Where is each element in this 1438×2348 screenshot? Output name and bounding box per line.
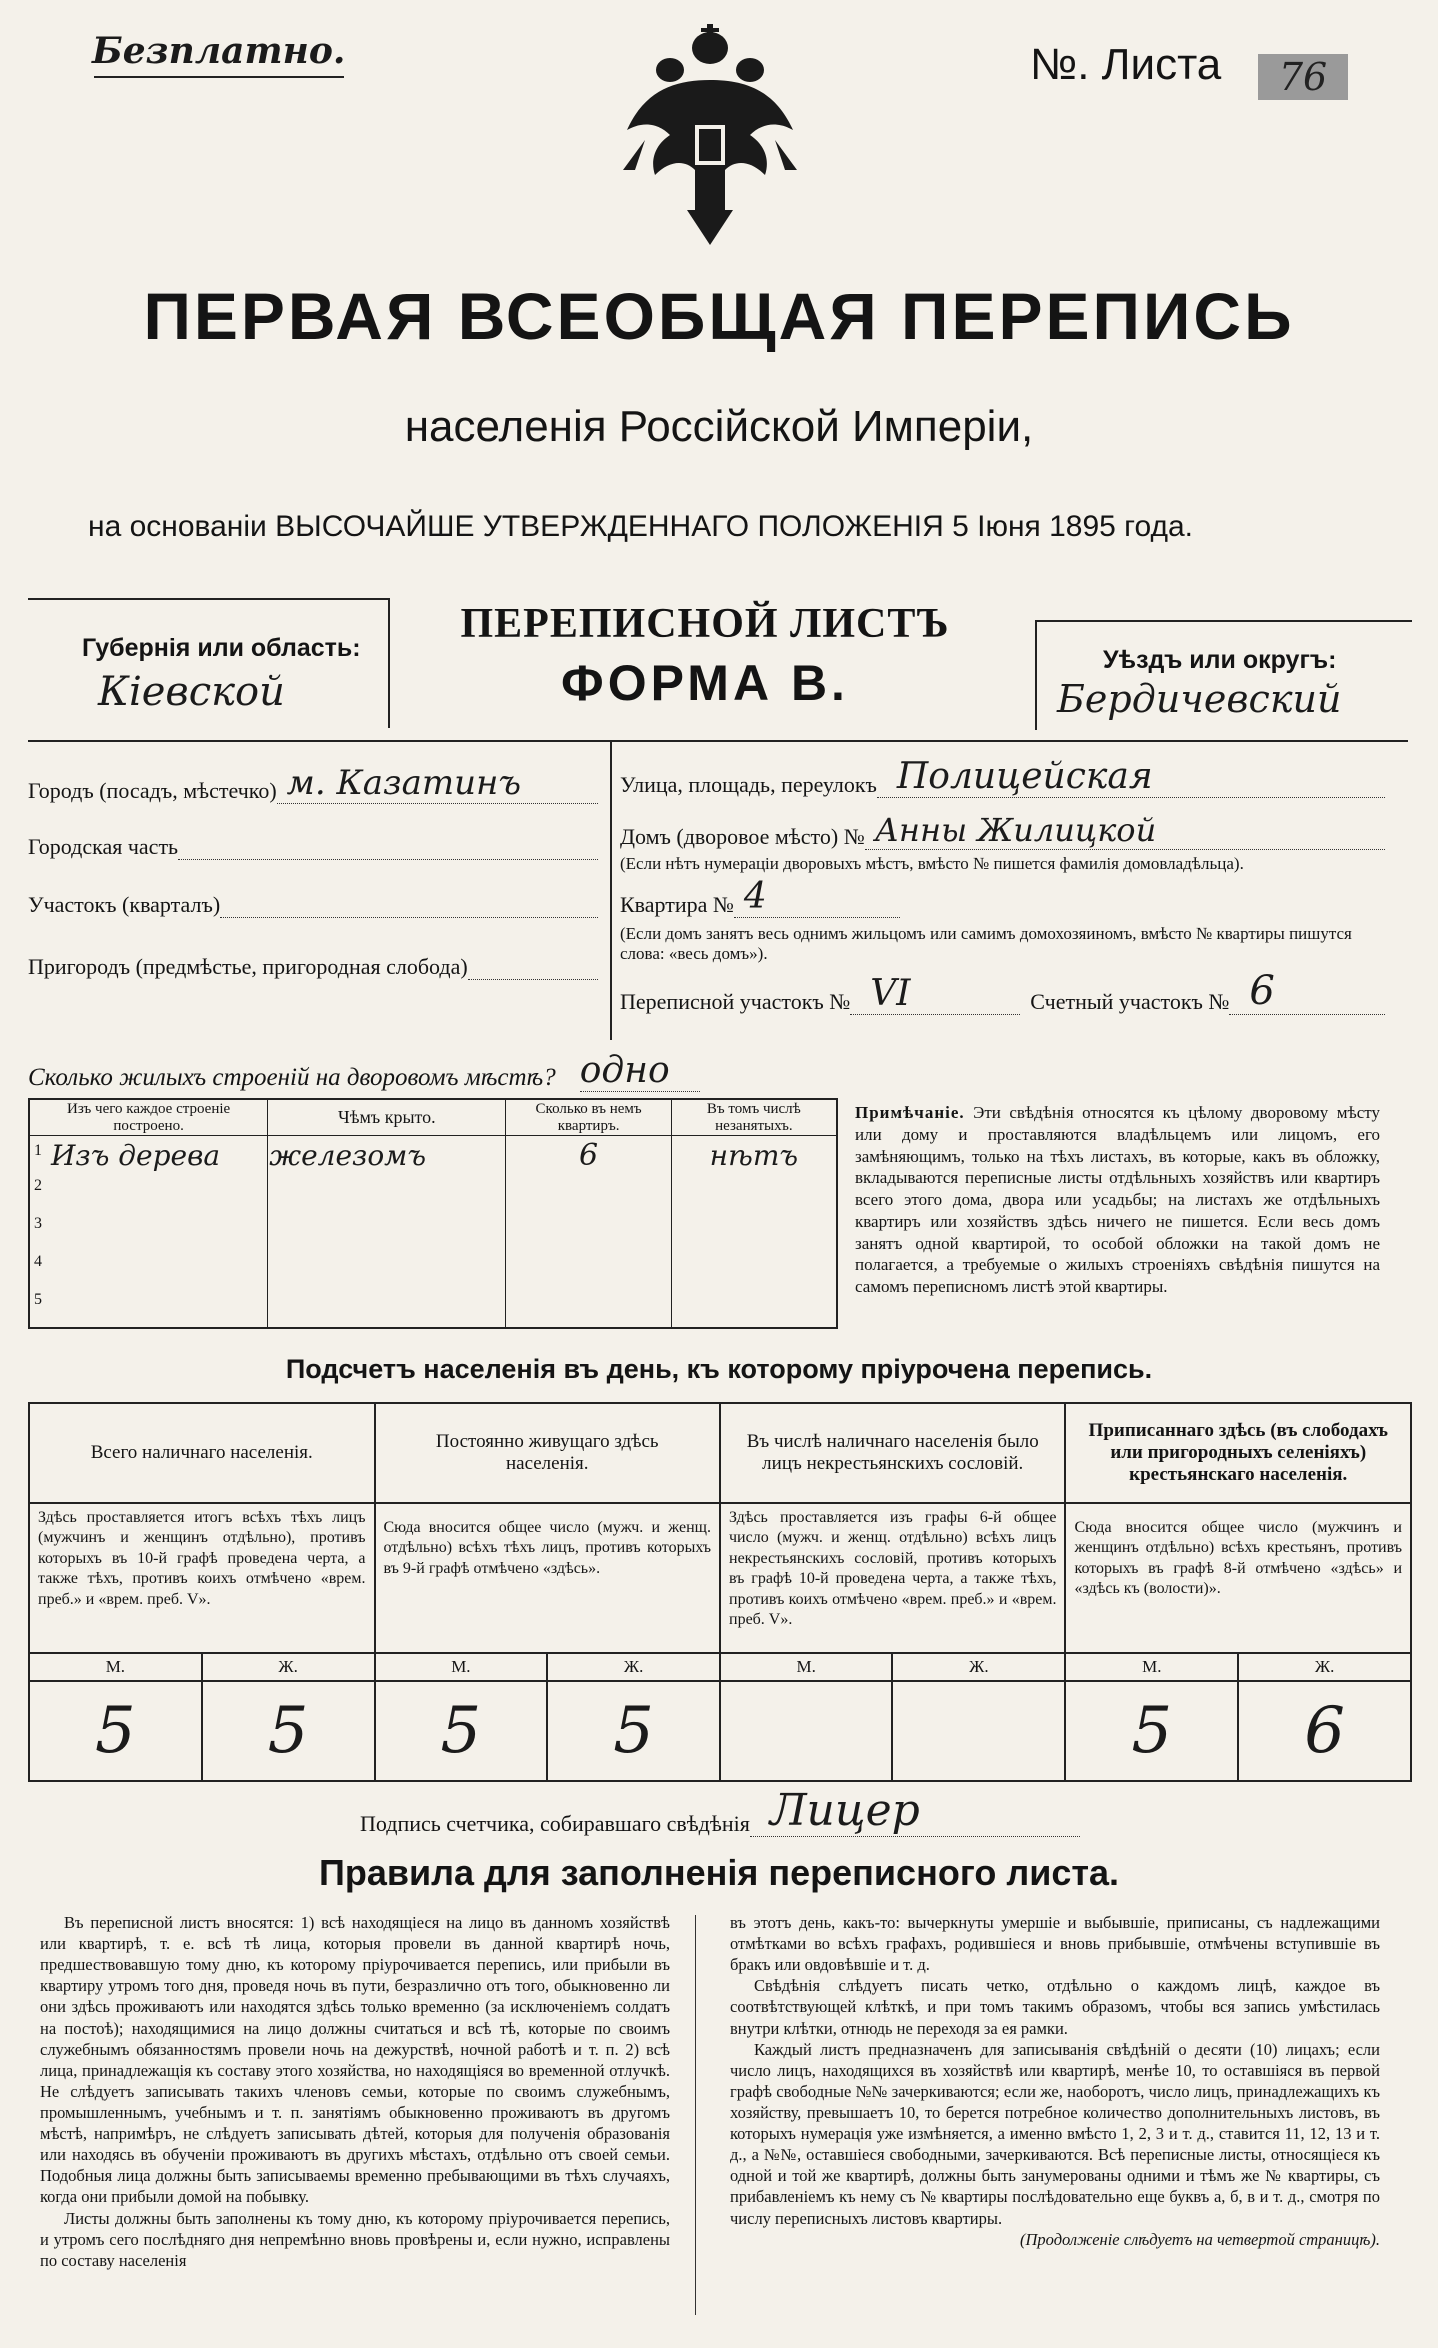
house-value[interactable]: Анны Жилицкой [865,811,1385,850]
divider [28,740,1408,742]
buildings-question-row [28,1050,700,1092]
female-count[interactable] [892,1681,1065,1781]
form-heading [425,600,985,735]
continued-note: (Продолженіе слѣдуетъ на четвертой страницѣ). [1020,2229,1380,2249]
table-cell[interactable] [506,1136,671,1176]
summary-col-desc: Здѣсь проставляется изъ графы 6-й общее число (мужч. и женщ. отдѣльно) всѣхъ лицъ некрестьянскихъ сословій, противъ которыхъ въ графѣ 10-й проведена черта, а также тѣхъ, противъ коихъ отмѣчено «врем. преб.» и «врем. преб. V». [720,1503,1065,1653]
row-number: 5 [29,1290,268,1328]
census-area-row [620,965,1385,1015]
row-number: 3 [29,1214,268,1252]
summary-col-desc: Здѣсь проставляется итогъ всѣхъ тѣхъ лицъ (мужчинъ и женщинъ отдѣльно), противъ которыхъ въ 10-й графѣ проведена черта, а также тѣхъ, противъ коихъ отмѣчено «врем. преб.» и «врем. преб. V». [29,1503,375,1653]
address-left [28,748,598,980]
city-part-row [28,804,598,860]
female-count[interactable]: 6 [1238,1681,1411,1781]
province-box [28,598,390,728]
female-count[interactable]: 5 [202,1681,375,1781]
rules-title: Правила для заполненія переписного листа. [318,1852,1120,1893]
signature-value[interactable]: Лицер [750,1785,1080,1837]
precinct-row [28,860,598,918]
table-cell[interactable] [506,1252,671,1290]
table-row [29,1136,837,1176]
precinct-value[interactable] [220,897,598,918]
male-count[interactable] [720,1681,892,1781]
count-area-value[interactable]: 6 [1229,968,1385,1015]
roof-value: железомъ [269,1139,427,1173]
summary-col-head: Въ числѣ наличнаго населенія было лицъ некрестьянскихъ сословій. [720,1403,1065,1503]
summary-desc-row [29,1503,1411,1653]
count-area-label: Счетный участокъ № [1030,988,1230,1014]
note-text: Эти свѣдѣнія относятся къ цѣлому дворовому мѣсту или дому и проставляются владѣльцемъ или лицомъ, его замѣняющимъ, только на тѣхъ листахъ, въ которые, какъ въ обложку, вкладываются переписные листы отдѣльныхъ хозяйствъ или квартиръ всего этого дома, двора или усадьбы; на листахъ же отдѣльныхъ квартиръ или хозяйствъ здѣсь ничего не пишется. Если весь домъ занятъ одной квартирой, то особой обложки на такой домъ не полагается, а требуемые о жилыхъ строеніяхъ свѣдѣнія пишутся на самомъ переписномъ листѣ этой квартиры. [855,1103,1381,1296]
legal-basis: на основаніи ВЫСОЧАЙШЕ УТВЕРЖДЕННАГО ПОЛОЖЕНІЯ 5 Іюня 1895 года. [88,510,1194,543]
table-row [29,1214,837,1252]
street-row [620,748,1385,798]
col-header: Сколько въ немъ квартиръ. [506,1099,671,1136]
rules-left-column [40,1912,670,2271]
rules-paragraph: Листы должны быть заполнены къ тому дню, къ которому пріурочивается перепись, и утромъ сего послѣдняго дня непремѣнно вновь провѣрены и, если нужно, исправлены по составу населенія [40,2208,670,2270]
col-header: Чѣмъ крыто. [268,1099,506,1136]
rules-paragraph: въ этотъ день, какъ-то: вычеркнуты умершіе и выбывшіе, приписаны, съ надлежащими отмѣтками во всѣхъ графахъ, родившіеся и вновь прибывшіе, отмѣчены вступившіе въ бракъ или овдовѣвшіе и т. д. [730,1913,1380,1975]
rules-right-column [730,1912,1380,2250]
house-label: Домъ (дворовое мѣсто) № [620,824,865,849]
sheet-number-label: №. Листа [1030,40,1222,89]
house-row [620,798,1385,850]
apartment-value[interactable]: 4 [734,876,900,918]
col-header: Въ томъ числѣ незанятыхъ. [671,1099,837,1136]
table-cell[interactable] [671,1136,837,1176]
female-label: Ж. [202,1653,375,1681]
male-count[interactable]: 5 [29,1681,202,1781]
province-label: Губернія или область: [82,634,361,662]
sheet-number-value: 76 [1258,54,1348,100]
table-row [29,1252,837,1290]
female-count[interactable]: 5 [547,1681,720,1781]
table-row [29,1176,837,1214]
suburb-row [28,918,598,980]
table-cell[interactable] [506,1176,671,1214]
female-label: Ж. [547,1653,720,1681]
summary-col-desc: Сюда вносится общее число (мужч. и женщ. отдѣльно) всѣхъ тѣхъ лицъ, противъ которыхъ въ 9-й графѣ отмѣчено «здѣсь». [375,1503,721,1653]
buildings-note [855,1102,1380,1298]
form-name: ПЕРЕПИСНОЙ ЛИСТЪ [460,601,950,647]
city-label: Городъ (посадъ, мѣстечко) [28,778,277,803]
table-header-row [29,1099,837,1136]
row-number: 1 [34,1142,42,1159]
table-cell[interactable] [506,1290,671,1328]
buildings-question: Сколько жилыхъ строеній на дворовомъ мѣстѣ? [28,1064,556,1091]
divider [94,76,344,78]
divider [610,740,612,1040]
vacant-value: нѣтъ [709,1139,799,1173]
rules-paragraph: Свѣдѣнія слѣдуетъ писать четко, отдѣльно о каждомъ лицѣ, каждое въ соотвѣтствующей клѣткѣ, и при томъ такимъ образомъ, чтобы вся запись умѣстилась внутри клѣтки, отнюдь не переходя за ея рамки. [730,1976,1380,2038]
material-value: Изъ дерева [51,1139,221,1173]
col-header: Изъ чего каждое строеніе построено. [29,1099,268,1136]
summary-col-head: Постоянно живущаго здѣсь населенія. [375,1403,721,1503]
summary-values-row [29,1681,1411,1781]
signature-row [360,1785,1080,1837]
table-cell[interactable] [671,1214,837,1252]
summary-col-head: Приписаннаго здѣсь (въ слободахъ или пригородныхъ селеніяхъ) крестьянскаго населенія. [1065,1403,1411,1503]
summary-table [28,1402,1412,1782]
table-row [29,1290,837,1328]
precinct-label: Участокъ (кварталъ) [28,892,221,917]
apartments-value: 6 [579,1138,599,1174]
male-count[interactable]: 5 [375,1681,548,1781]
apartment-note: (Если домъ занятъ весь однимъ жильцомъ или самимъ домохозяиномъ, вмѣсто № квартиры пишутся слова: «весь домъ»). [620,924,1352,964]
summary-mf-row [29,1653,1411,1681]
summary-title: Подсчетъ населенія въ день, къ которому пріурочена перепись. [285,1354,1153,1384]
street-value[interactable]: Полицейская [877,756,1385,798]
table-cell[interactable] [268,1290,506,1328]
summary-header-row [29,1403,1411,1503]
table-cell[interactable] [671,1290,837,1328]
address-right [620,748,1385,1015]
table-cell[interactable] [671,1176,837,1214]
table-cell[interactable] [29,1136,268,1176]
table-cell[interactable] [506,1214,671,1252]
signature-label: Подпись счетчика, собиравшаго свѣдѣнія [360,1811,750,1836]
apartment-label: Квартира № [620,892,734,917]
male-count[interactable]: 5 [1065,1681,1238,1781]
census-area-value[interactable]: VI [850,973,1020,1015]
suburb-value[interactable] [468,959,598,980]
rules-paragraph: Каждый листъ предназначенъ для записыванія свѣдѣній о десяти (10) лицахъ; если число лицъ, находящихся въ хозяйствѣ или квартирѣ, менѣе 10, то оставшіяся въ первой графѣ свободные №№ зачеркиваются; если же, наоборотъ, число лицъ, принадлежащихъ къ хозяйству, превышаетъ 10, то берется потребное количество дополнительныхъ листовъ, въ которыхъ нумерація уже измѣняется, а именно вмѣсто 1, 2, 3 и т. д., ставится 11, 12, 13 и т. д., а №№, оставшіеся свободными, зачеркиваются. Всѣ переписные листы, относящіеся къ одной и той же квартирѣ, должны быть занумерованы одними и тѣмъ же № квартиры, съ прибавленіемъ къ нему съ № квартиры послѣдовательно еще буквъ а, б, в и т. д., смотря по числу переписныхъ листовъ квартиры. [730,2039,1380,2228]
census-area-label: Переписной участокъ № [620,988,851,1014]
female-label: Ж. [892,1653,1065,1681]
district-box [1035,620,1412,730]
summary-col-head: Всего наличнаго населенія. [29,1403,375,1503]
province-value: Кіевской [98,669,285,715]
form-type: ФОРМА В. [561,655,849,711]
imperial-eagle-icon [615,20,805,250]
male-label: М. [720,1653,892,1681]
document-title: ПЕРВАЯ ВСЕОБЩАЯ ПЕРЕПИСЬ [143,279,1295,353]
street-label: Улица, площадь, переулокъ [620,772,877,797]
table-cell[interactable] [268,1176,506,1214]
suburb-label: Пригородъ (предмѣстье, пригородная слобода) [28,954,468,979]
table-cell[interactable] [268,1252,506,1290]
city-value[interactable]: м. Казатинъ [277,763,598,804]
female-label: Ж. [1238,1653,1411,1681]
city-part-label: Городская часть [28,834,179,859]
free-label: Безплатно. [92,30,346,72]
rules-paragraph: Въ переписной листъ вносятся: 1) всѣ находящіеся на лицо въ данномъ хозяйствѣ или квартирѣ, т. е. всѣ тѣ лица, которыя провели въ данной квартирѣ ночь, предшествовавшую тому дню, къ которому пріурочивается перепись, или прибыли въ квартиру утромъ того дня, проведя ночь въ пути, безразлично отъ того, обыкновенно ли они здѣсь проживаютъ или находятся здѣсь только временно (за исключеніемъ солдатъ на постоѣ); находящимися на лицо должны считаться и всѣ тѣ, которые по своимъ служебнымъ обязанностямъ провели ночь на дежурствѣ, ночной работѣ и т. п. 2) всѣ лица, принадлежащія къ составу этого хозяйства, но находящіяся во временной отлучкѣ. Не слѣдуетъ записывать такихъ членовъ семьи, которые по своимъ служебнымъ, промышленнымъ, учебнымъ и т. п. занятіямъ обыкновенно проживаютъ въ другомъ мѣстѣ, напримѣръ, не слѣдуетъ записывать дѣтей, которыя для полученія образованія или находясь въ обученіи проживаютъ въ другихъ мѣстахъ, отдѣльно отъ своей семьи. Подобныя лица должны быть записываемы временно пребывающими въ тѣхъ случаяхъ, когда они прибыли домой на побывку. [40,1913,670,2207]
table-cell[interactable] [268,1136,506,1176]
table-cell[interactable] [671,1252,837,1290]
buildings-answer[interactable]: одно [580,1050,700,1092]
district-value: Бердичевский [1057,677,1342,721]
summary-col-desc: Сюда вносится общее число (мужчинъ и женщинъ отдѣльно) всѣхъ крестьянъ, противъ которыхъ въ графѣ 8-й отмѣчено «здѣсь» и «здѣсь къ (волости)». [1065,1503,1411,1653]
buildings-table [28,1098,838,1329]
table-cell[interactable] [268,1214,506,1252]
note-heading: Примѣчаніе. [855,1103,965,1122]
male-label: М. [375,1653,548,1681]
house-note: (Если нѣтъ нумераціи дворовыхъ мѣстъ, вмѣсто № пишется фамилія домовладѣльца). [620,854,1244,873]
city-row [28,748,598,804]
male-label: М. [1065,1653,1238,1681]
male-label: М. [29,1653,202,1681]
city-part-value[interactable] [178,839,598,860]
district-label: Уѣздъ или округъ: [1103,646,1337,674]
row-number: 2 [29,1176,268,1214]
apartment-row [620,874,900,918]
document-subtitle: населенія Россійской Имперіи, [404,402,1034,451]
row-number: 4 [29,1252,268,1290]
divider [695,1915,696,2315]
